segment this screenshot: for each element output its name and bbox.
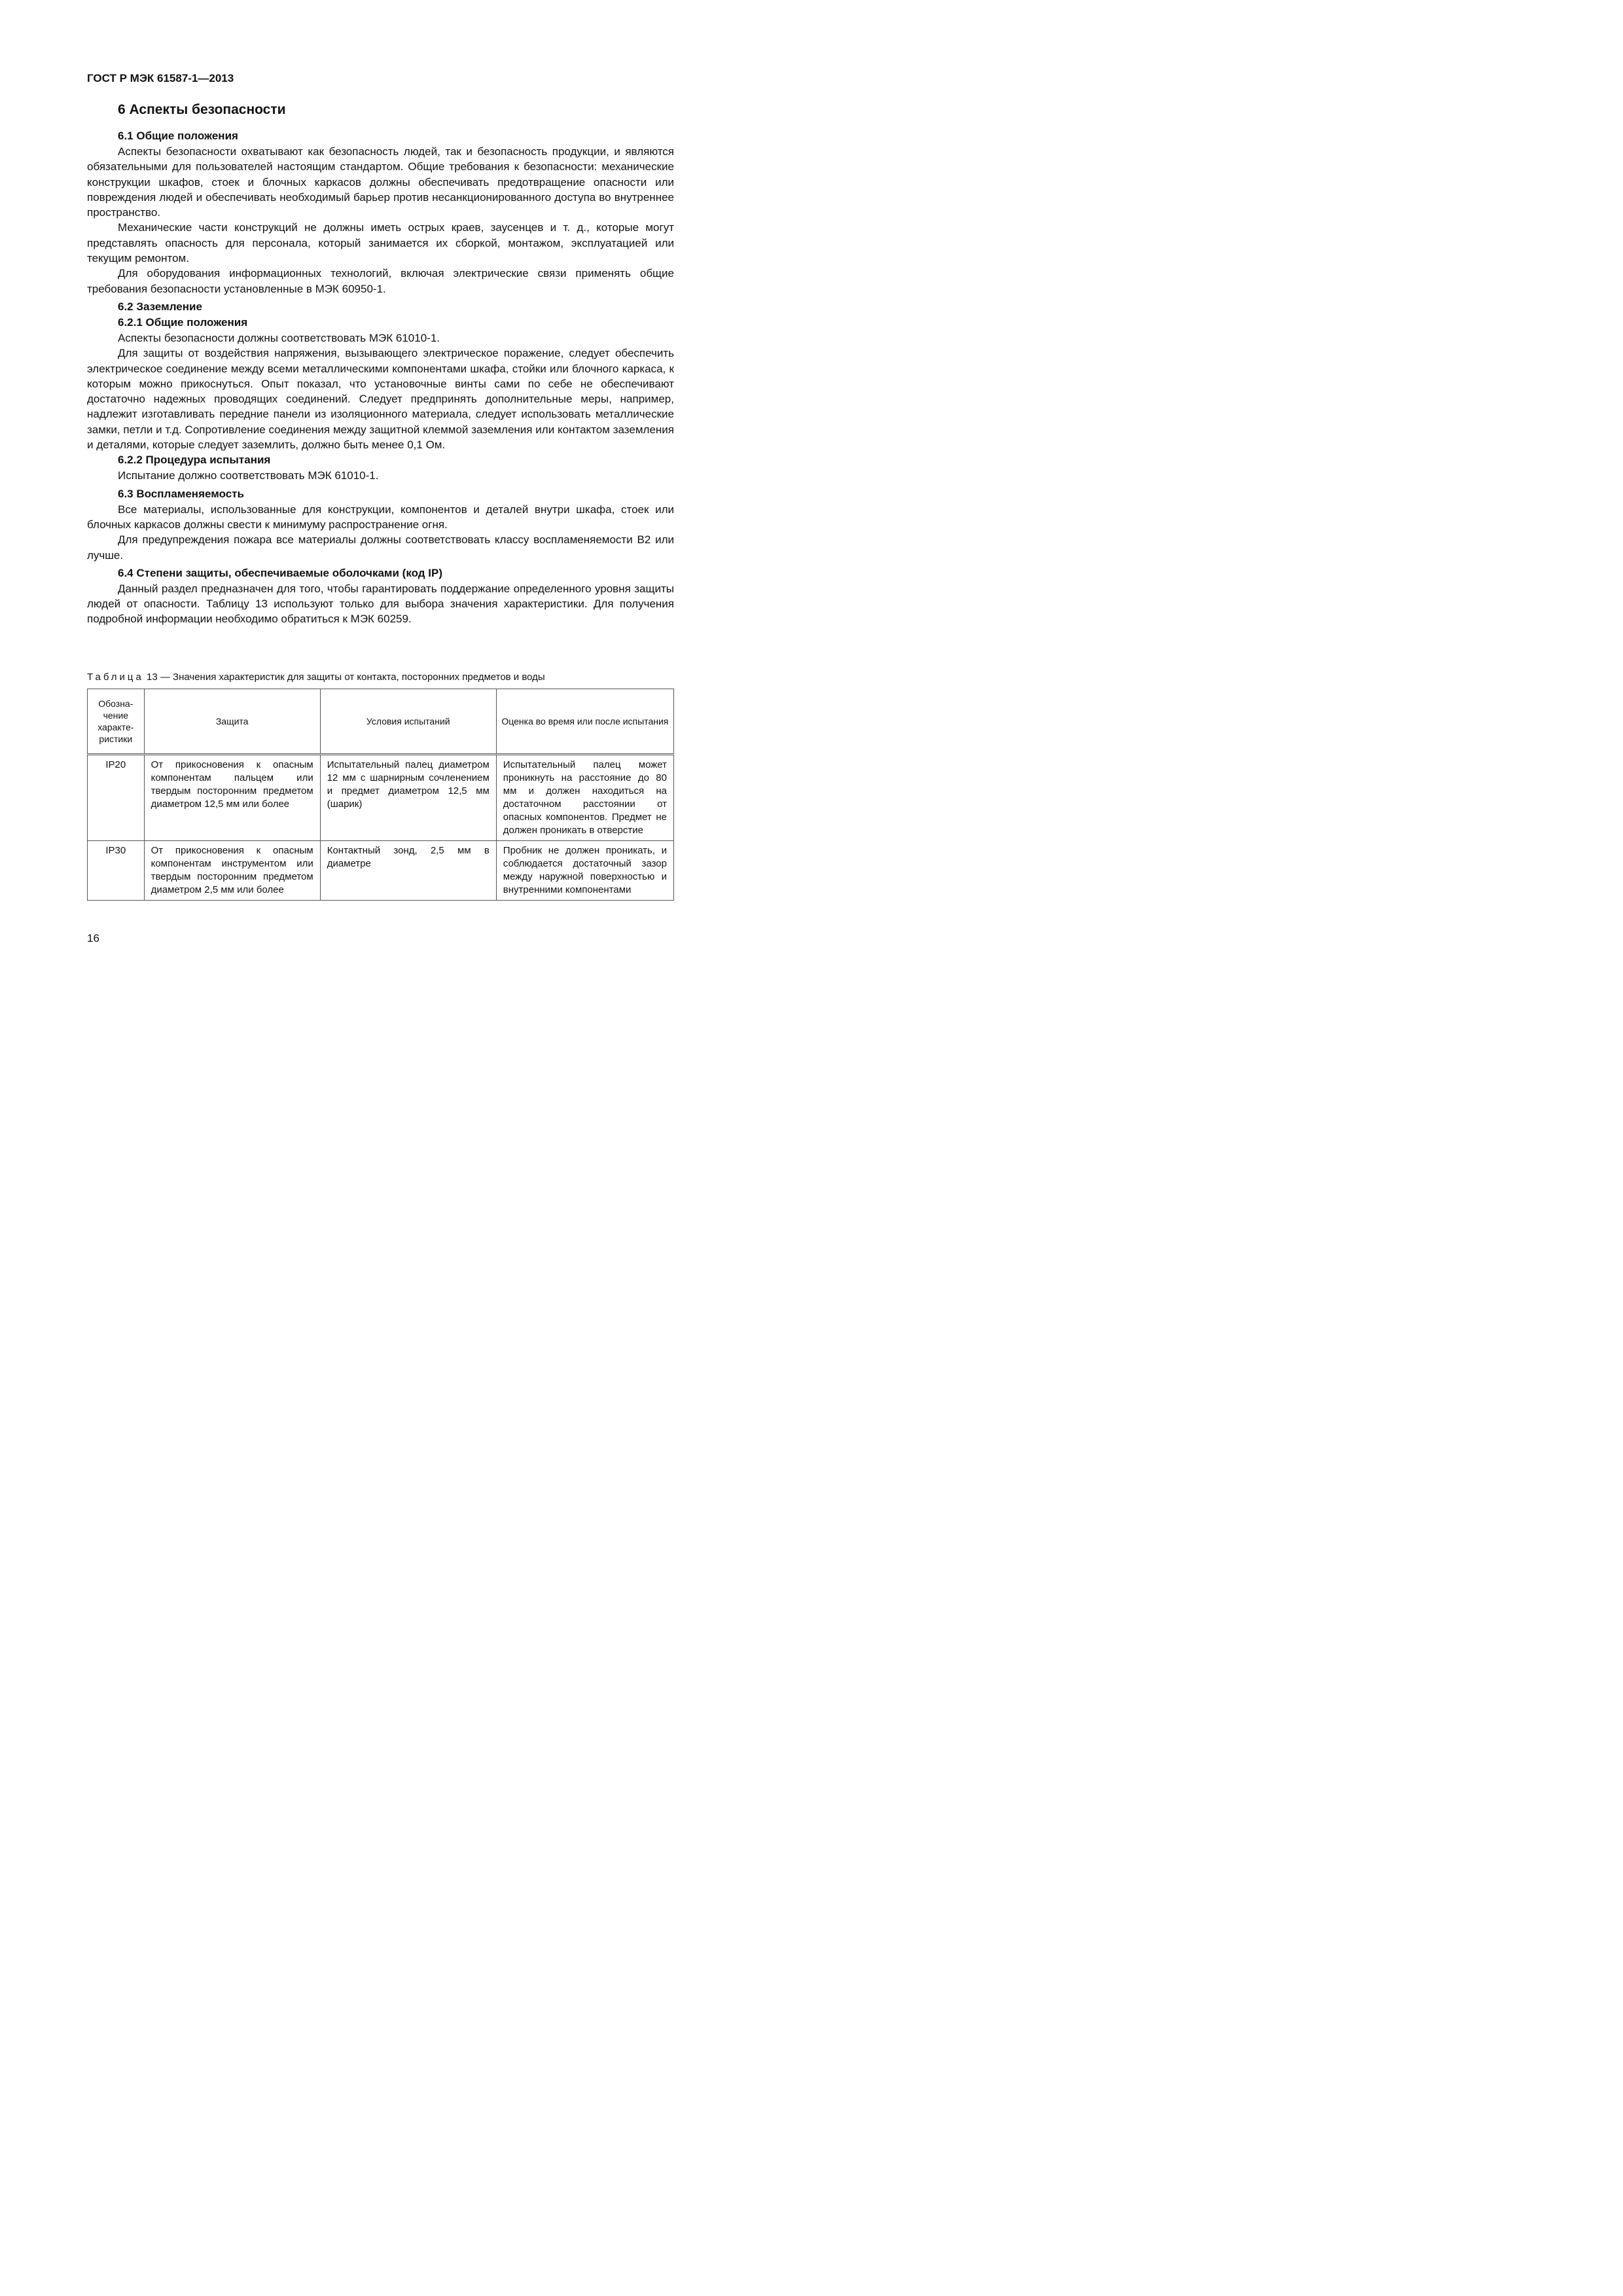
- page-number: 16: [87, 932, 99, 944]
- paragraph: Для оборудования информационных технологий, включая электрические связи применять общие требования безопасности установленные в МЭК 60950-1.: [87, 267, 674, 295]
- subsection-title-6-1: 6.1 Общие положения: [118, 130, 238, 142]
- column-header: Оценка во время или после испытания: [496, 689, 673, 755]
- table-cell: IP30: [88, 841, 145, 901]
- subsection-title-6-2: 6.2 Заземление: [118, 300, 202, 313]
- column-header: Условия испытаний: [320, 689, 496, 755]
- section-title: 6 Аспекты безопасности: [118, 102, 286, 117]
- table-cell: Контактный зонд, 2,5 мм в диаметре: [320, 841, 496, 901]
- table-row: [88, 755, 674, 841]
- paragraph: Для защиты от воздействия напряжения, вызывающего электрическое поражение, следует обеспечить электрическое соединение между всеми металлическими компонентами шкафа, стойки или блочного каркаса, к которым можно прикоснуться. Опыт показал, что установочные винты сами по себе не обеспечивают достаточно надежных проводящих соединений. Следует предпринять дополнительные меры, например, надлежит изготавливать передние панели из изоляционного материала, следует использовать металлические замки, петли и т.д. Сопротивление соединения между защитной клеммой заземления или контактом заземления и деталями, которые следует заземлить, должно быть менее 0,1 Ом.: [87, 347, 674, 452]
- paragraph: Данный раздел предназначен для того, чтобы гарантировать поддержание определенного уровня защиты людей от опасности. Таблицу 13 используют только для выбора значения характеристики. Для получения подробной информации необходимо обратиться к МЭК 60259.: [87, 582, 674, 626]
- document-id: ГОСТ Р МЭК 61587-1—2013: [87, 72, 234, 84]
- table-cell: От прикосновения к опасным компонентам инструментом или твердым посторонним предметом диаметром 2,5 мм или более: [144, 841, 320, 901]
- subsection-title-6-4: 6.4 Степени защиты, обеспечиваемые оболочками (код IP): [118, 566, 443, 579]
- table-row: [88, 841, 674, 901]
- document-page: [0, 0, 733, 1037]
- paragraph: Для предупреждения пожара все материалы должны соответствовать классу воспламеняемости В2 или лучше.: [87, 533, 674, 562]
- table-cell: Пробник не должен проникать, и соблюдается достаточный зазор между наружной поверхностью и внутренними компонентами: [496, 841, 673, 901]
- table-cell: IP20: [88, 755, 145, 841]
- paragraph: Все материалы, использованные для конструкции, компонентов и деталей внутри шкафа, стоек или блочных каркасов должны свести к минимуму распространение огня.: [87, 503, 674, 531]
- subsection-title-6-2-2: 6.2.2 Процедура испытания: [118, 454, 271, 467]
- ip-code-table: [87, 689, 674, 901]
- main-content: [87, 101, 674, 627]
- subsection-title-6-2-1: 6.2.1 Общие положения: [118, 315, 248, 329]
- paragraph: Испытание должно соответствовать МЭК 61010-1.: [118, 469, 379, 482]
- paragraph: Механические части конструкций не должны иметь острых краев, заусенцев и т. д., которые могут представлять опасность для персонала, который занимается их сборкой, монтажом, эксплуатацией или текущим ремонтом.: [87, 221, 674, 265]
- table-cell: Испытательный палец может проникнуть на расстояние до 80 мм и должен находиться на достаточном расстоянии от опасных компонентов. Предмет не должен проникать в отверстие: [496, 755, 673, 841]
- table-cell: Испытательный палец диаметром 12 мм с шарнирным сочленением и предмет диаметром 12,5 мм (шарик): [320, 755, 496, 841]
- paragraph: Аспекты безопасности охватывают как безопасность людей, так и безопасность продукции, и являются обязательными для пользователей настоящим стандартом. Общие требования к безопасности: механические конструкции шкафов, стоек и блочных каркасов должны обеспечивать предотвращение опасности или повреждения людей и обеспечивать необходимый барьер против несанкционированного доступа во внутреннее пространство.: [87, 145, 674, 219]
- table-caption-text: 13 — Значения характеристик для защиты от контакта, посторонних предметов и воды: [147, 672, 545, 683]
- table-caption: [87, 670, 674, 685]
- table-caption-label: Таблица: [87, 672, 144, 683]
- subsection-title-6-3: 6.3 Воспламеняемость: [118, 487, 244, 500]
- table-cell: От прикосновения к опасным компонентам пальцем или твердым посторонним предметом диаметром 12,5 мм или более: [144, 755, 320, 841]
- table-header-row: [88, 689, 674, 755]
- paragraph: Аспекты безопасности должны соответствовать МЭК 61010-1.: [118, 331, 440, 344]
- column-header: Обозна-чение характе-ристики: [88, 689, 145, 755]
- column-header: Защита: [144, 689, 320, 755]
